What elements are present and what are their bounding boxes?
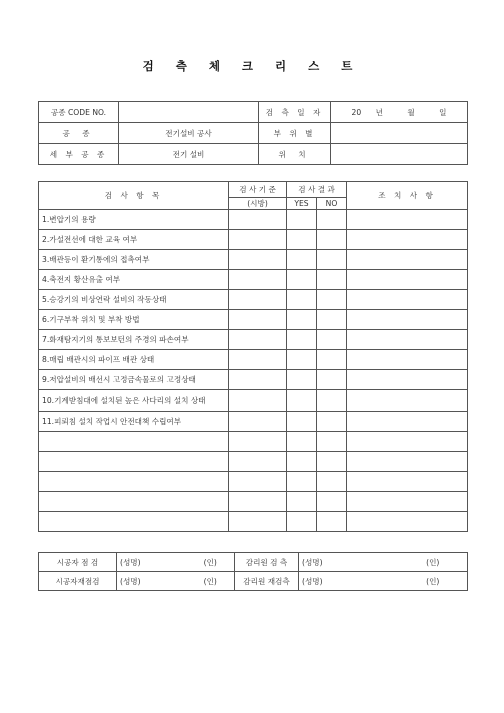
- action-cell[interactable]: [347, 350, 468, 370]
- col-header-no: NO: [317, 198, 347, 210]
- table-row-empty: [39, 492, 468, 512]
- standard-cell[interactable]: [229, 250, 287, 270]
- col-header-action: 조 치 사 항: [347, 182, 468, 210]
- part-label: 부 위 별: [259, 123, 331, 144]
- code-label: 공종 CODE NO.: [39, 102, 119, 123]
- info-table: [38, 101, 468, 165]
- action-cell[interactable]: [347, 310, 468, 330]
- action-cell[interactable]: [347, 330, 468, 350]
- standard-cell[interactable]: [229, 432, 287, 452]
- standard-cell[interactable]: [229, 230, 287, 250]
- no-cell[interactable]: [317, 350, 347, 370]
- check-item-label: 5.승강기의 비상연락 설비의 작동상태: [39, 290, 229, 310]
- action-cell[interactable]: [347, 390, 468, 412]
- date-year-unit: 년: [375, 107, 383, 117]
- action-cell[interactable]: [347, 492, 468, 512]
- yes-cell[interactable]: [287, 210, 317, 230]
- checklist-table: [38, 181, 468, 532]
- no-cell[interactable]: [317, 452, 347, 472]
- check-item-cell[interactable]: [39, 472, 229, 492]
- check-item-label: 9.저압설비의 배선시 고정금속물로의 고정상태: [39, 370, 229, 390]
- location-label: 위 치: [259, 144, 331, 165]
- supervisor-re-name-field[interactable]: (성명): [299, 572, 399, 591]
- yes-cell[interactable]: [287, 512, 317, 532]
- action-cell[interactable]: [347, 432, 468, 452]
- check-item-label: 7.화재탐지기의 통보보턴의 주경의 파손여부: [39, 330, 229, 350]
- checklist-header-row: [39, 182, 468, 198]
- action-cell[interactable]: [347, 512, 468, 532]
- check-item-label: 1.변압기의 용량: [39, 210, 229, 230]
- table-row: [39, 412, 468, 432]
- yes-cell[interactable]: [287, 250, 317, 270]
- yes-cell[interactable]: [287, 492, 317, 512]
- check-item-label: 2.가설전선에 대한 교육 여부: [39, 230, 229, 250]
- action-cell[interactable]: [347, 370, 468, 390]
- no-cell[interactable]: [317, 310, 347, 330]
- no-cell[interactable]: [317, 210, 347, 230]
- action-cell[interactable]: [347, 452, 468, 472]
- yes-cell[interactable]: [287, 412, 317, 432]
- date-label: 검 측 일 자: [259, 102, 331, 123]
- date-value-field[interactable]: [331, 102, 468, 123]
- contractor-reinspection-label: 시공자재점검: [39, 572, 117, 591]
- yes-cell[interactable]: [287, 230, 317, 250]
- code-value-field[interactable]: [119, 102, 259, 123]
- standard-cell[interactable]: [229, 472, 287, 492]
- location-value-field[interactable]: [331, 144, 468, 165]
- supervisor-re-seal: (인): [399, 572, 468, 591]
- check-item-label: 10.기계받침대에 설치된 높은 사다리의 설치 상태: [39, 390, 229, 412]
- standard-cell[interactable]: [229, 452, 287, 472]
- contractor-re-name-field[interactable]: (성명): [117, 572, 187, 591]
- yes-cell[interactable]: [287, 452, 317, 472]
- action-cell[interactable]: [347, 290, 468, 310]
- table-row-empty: [39, 432, 468, 452]
- supervisor-seal: (인): [399, 553, 468, 572]
- contractor-re-seal: (인): [187, 572, 235, 591]
- signature-row-inspection: [39, 553, 468, 572]
- yes-cell[interactable]: [287, 270, 317, 290]
- no-cell[interactable]: [317, 290, 347, 310]
- signature-row-reinspection: [39, 572, 468, 591]
- table-row: [39, 230, 468, 250]
- info-row-code: [39, 102, 468, 123]
- standard-cell[interactable]: [229, 210, 287, 230]
- table-row-empty: [39, 452, 468, 472]
- check-item-label: 6.기구부착 위치 및 부착 방법: [39, 310, 229, 330]
- col-header-result: 검 사 결 과: [287, 182, 347, 198]
- yes-cell[interactable]: [287, 330, 317, 350]
- document-title: 검 측 체 크 리 스 트: [142, 59, 362, 73]
- table-row: [39, 270, 468, 290]
- category-label: 공 종: [39, 123, 119, 144]
- check-item-cell[interactable]: [39, 432, 229, 452]
- date-month-unit: 월: [407, 107, 415, 117]
- contractor-name-field[interactable]: (성명): [117, 553, 187, 572]
- standard-cell[interactable]: [229, 512, 287, 532]
- table-row: [39, 330, 468, 350]
- standard-cell[interactable]: [229, 270, 287, 290]
- action-cell[interactable]: [347, 250, 468, 270]
- table-row: [39, 310, 468, 330]
- yes-cell[interactable]: [287, 290, 317, 310]
- supervisor-reinspection-label: 감리원 재검측: [235, 572, 299, 591]
- subcategory-label: 세 부 공 종: [39, 144, 119, 165]
- no-cell[interactable]: [317, 390, 347, 412]
- no-cell[interactable]: [317, 412, 347, 432]
- standard-cell[interactable]: [229, 390, 287, 412]
- standard-cell[interactable]: [229, 350, 287, 370]
- col-header-item: 검 사 항 목: [39, 182, 229, 210]
- check-item-cell[interactable]: [39, 512, 229, 532]
- date-day-unit: 일: [439, 107, 447, 117]
- action-cell[interactable]: [347, 472, 468, 492]
- table-row: [39, 370, 468, 390]
- table-row: [39, 390, 468, 412]
- check-item-label: 8.매립 배관시의 파이프 배관 상태: [39, 350, 229, 370]
- yes-cell[interactable]: [287, 310, 317, 330]
- standard-cell[interactable]: [229, 330, 287, 350]
- yes-cell[interactable]: [287, 370, 317, 390]
- standard-cell[interactable]: [229, 412, 287, 432]
- col-header-standard-sub: (시방): [229, 198, 287, 210]
- check-item-label: 4.축전지 황산유출 여부: [39, 270, 229, 290]
- table-row-empty: [39, 512, 468, 532]
- no-cell[interactable]: [317, 330, 347, 350]
- no-cell[interactable]: [317, 370, 347, 390]
- check-item-cell[interactable]: [39, 452, 229, 472]
- signature-table: [38, 552, 468, 591]
- supervisor-name-field[interactable]: (성명): [299, 553, 399, 572]
- standard-cell[interactable]: [229, 492, 287, 512]
- standard-cell[interactable]: [229, 290, 287, 310]
- no-cell[interactable]: [317, 512, 347, 532]
- action-cell[interactable]: [347, 210, 468, 230]
- table-row: [39, 290, 468, 310]
- no-cell[interactable]: [317, 230, 347, 250]
- part-value-field[interactable]: [331, 123, 468, 144]
- check-item-label: 3.배관등이 환기통에의 접촉여부: [39, 250, 229, 270]
- yes-cell[interactable]: [287, 390, 317, 412]
- yes-cell[interactable]: [287, 350, 317, 370]
- action-cell[interactable]: [347, 230, 468, 250]
- contractor-seal: (인): [187, 553, 235, 572]
- table-row-empty: [39, 472, 468, 492]
- no-cell[interactable]: [317, 432, 347, 452]
- supervisor-inspection-label: 감리원 검 측: [235, 553, 299, 572]
- contractor-inspection-label: 시공자 점 검: [39, 553, 117, 572]
- standard-cell[interactable]: [229, 310, 287, 330]
- table-row: [39, 210, 468, 230]
- col-header-standard: 검 사 기 준: [229, 182, 287, 198]
- standard-cell[interactable]: [229, 370, 287, 390]
- col-header-yes: YES: [287, 198, 317, 210]
- yes-cell[interactable]: [287, 472, 317, 492]
- table-row: [39, 350, 468, 370]
- date-year: 20: [351, 107, 362, 117]
- action-cell[interactable]: [347, 412, 468, 432]
- subcategory-value-field[interactable]: 전기 설비: [119, 144, 259, 165]
- info-row-subcategory: [39, 144, 468, 165]
- no-cell[interactable]: [317, 472, 347, 492]
- table-row: [39, 250, 468, 270]
- info-row-category: [39, 123, 468, 144]
- check-item-cell[interactable]: [39, 492, 229, 512]
- yes-cell[interactable]: [287, 432, 317, 452]
- no-cell[interactable]: [317, 250, 347, 270]
- action-cell[interactable]: [347, 270, 468, 290]
- category-value-field[interactable]: 전기설비 공사: [119, 123, 259, 144]
- no-cell[interactable]: [317, 270, 347, 290]
- no-cell[interactable]: [317, 492, 347, 512]
- check-item-label: 11.피뢰침 설치 작업시 안전대책 수립여부: [39, 412, 229, 432]
